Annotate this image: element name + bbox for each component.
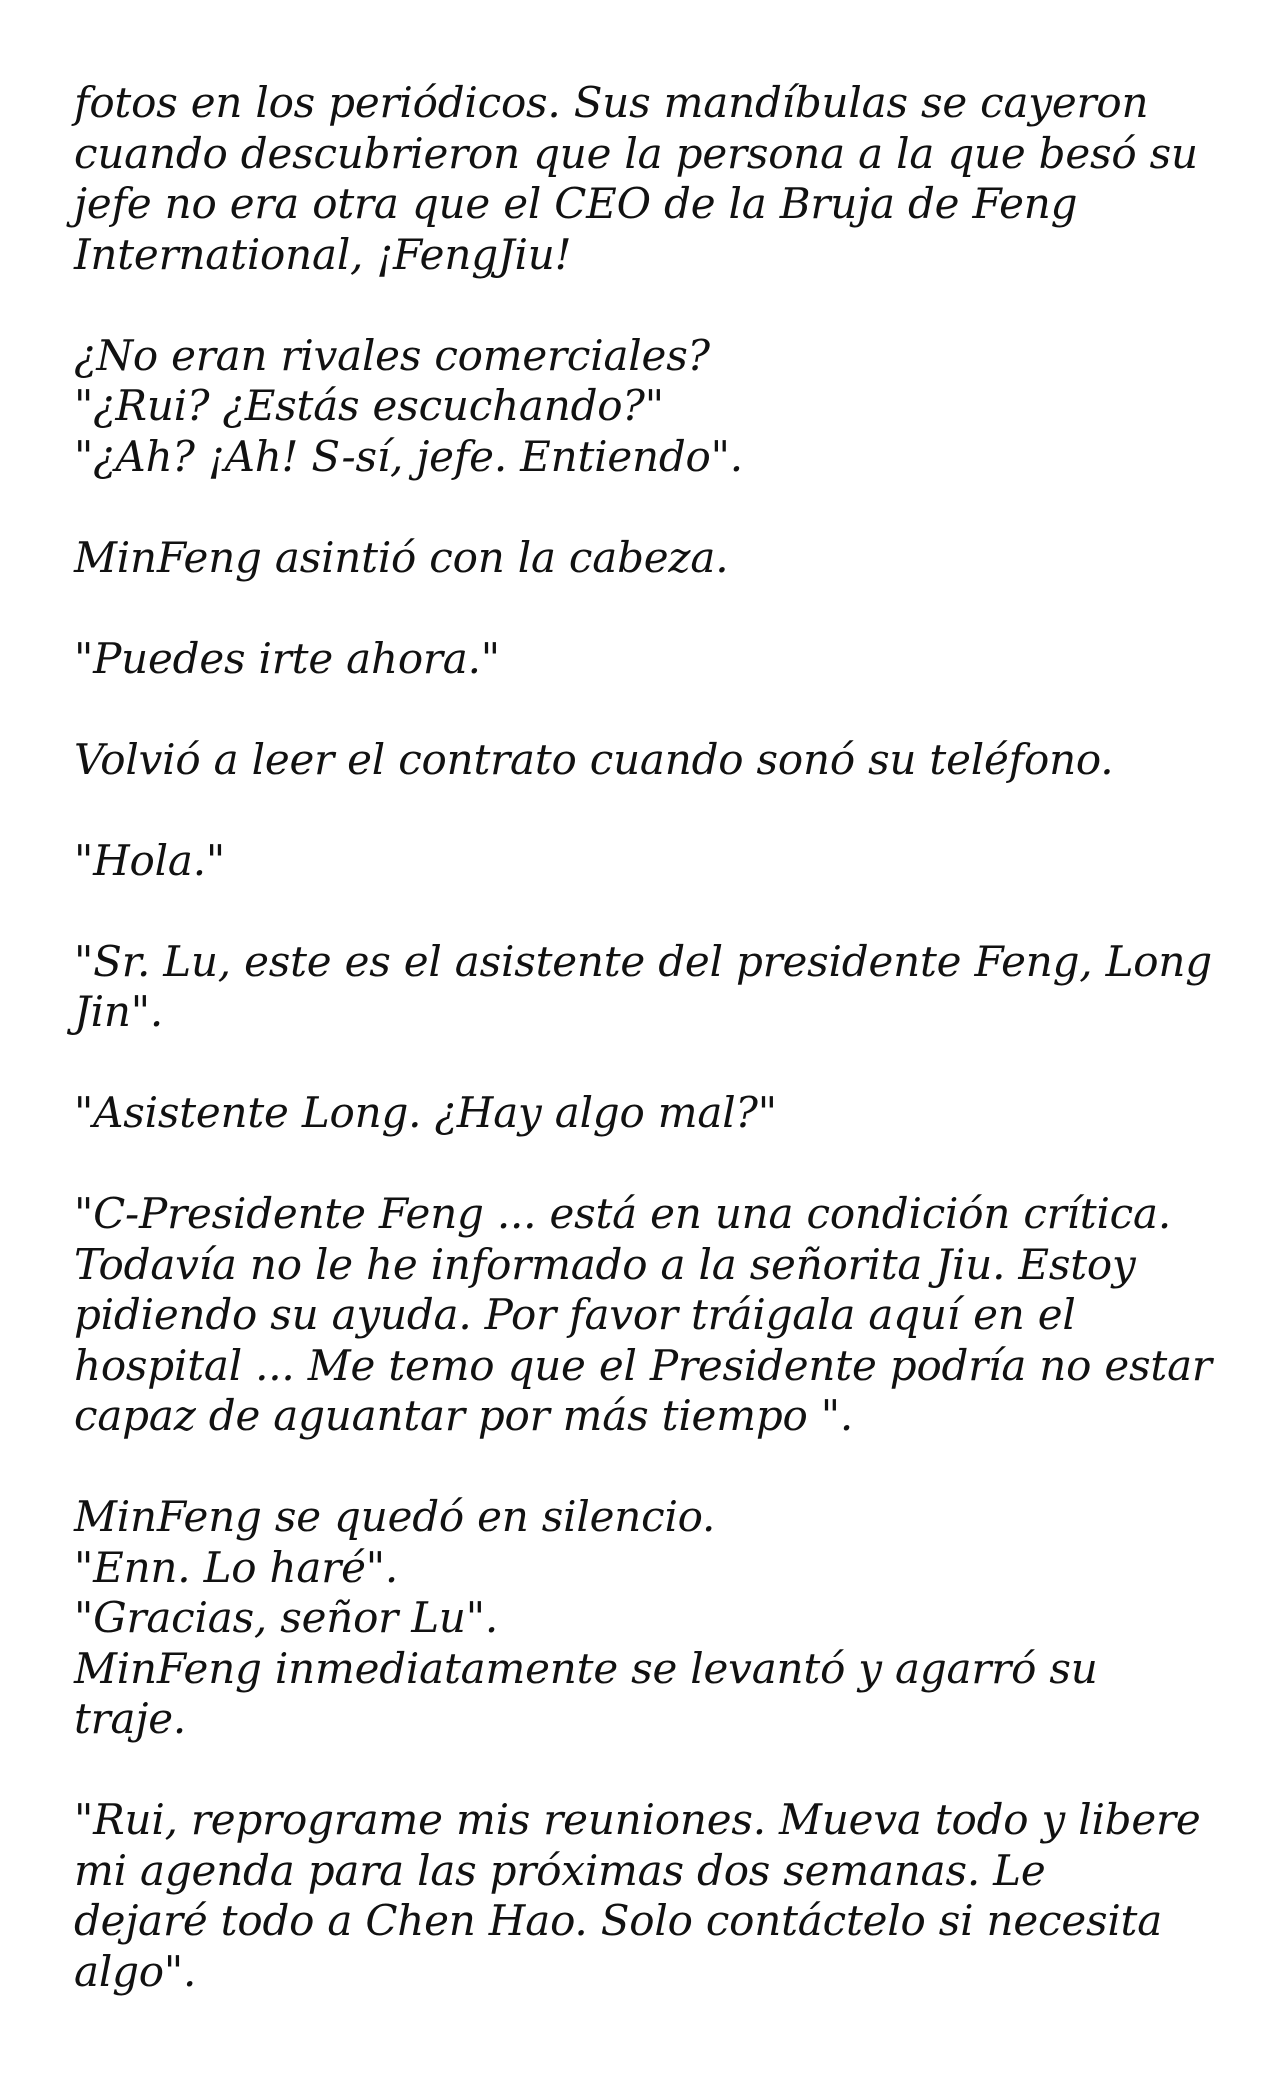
- dialogue-line: algo".: [74, 1946, 197, 1996]
- text-line: cuando descubrieron que la persona a la que besó su: [74, 128, 1198, 178]
- paragraph-business-rivals: [74, 331, 1215, 483]
- paragraph-minfeng-silent: [74, 1492, 1215, 1745]
- paragraph-minfeng-nods: [74, 533, 1215, 584]
- paragraph-newspaper-photos: [74, 78, 1215, 280]
- text-line: fotos en los periódicos. Sus mandíbulas se cayeron: [74, 78, 1149, 127]
- dialogue-line: "Gracias, señor Lu".: [74, 1593, 499, 1642]
- paragraph-hello: [74, 836, 1215, 887]
- dialogue-line: "¿Rui? ¿Estás escuchando?": [74, 381, 664, 430]
- dialogue-line: "Enn. Lo haré".: [74, 1542, 398, 1592]
- text-line: traje.: [74, 1694, 187, 1743]
- text-line: International, ¡FengJiu!: [74, 229, 572, 279]
- paragraph-critical-condition: [74, 1189, 1215, 1442]
- story-text: [74, 78, 1215, 1997]
- dialogue-line: "Rui, reprograme mis reuniones. Mueva todo y libere: [74, 1795, 1201, 1844]
- dialogue-line: Jin".: [74, 987, 163, 1036]
- paragraph-you-may-go: [74, 634, 1215, 685]
- dialogue-line: "Puedes irte ahora.": [74, 633, 500, 683]
- dialogue-line: capaz de aguantar por más tiempo ".: [74, 1391, 854, 1440]
- text-line: Volvió a leer el contrato cuando sonó su teléfono.: [74, 734, 1114, 784]
- text-line: MinFeng inmediatamente se levantó y agarró su: [74, 1643, 1098, 1693]
- dialogue-line: pidiendo su ayuda. Por favor tráigala aquí en el: [74, 1290, 1076, 1339]
- text-line: MinFeng se quedó en silencio.: [74, 1492, 716, 1541]
- paragraph-assistant-intro: [74, 937, 1215, 1038]
- dialogue-line: "¿Ah? ¡Ah! S-sí, jefe. Entiendo".: [74, 431, 743, 481]
- dialogue-line: "Asistente Long. ¿Hay algo mal?": [74, 1088, 777, 1137]
- paragraph-something-wrong: [74, 1088, 1215, 1139]
- dialogue-line: dejaré todo a Chen Hao. Solo contáctelo si necesita: [74, 1896, 1163, 1945]
- paragraph-reschedule: [74, 1795, 1215, 1997]
- dialogue-line: Todavía no le he informado a la señorita Jiu. Estoy: [74, 1239, 1136, 1289]
- dialogue-line: hospital ... Me temo que el Presidente podría no estar: [74, 1340, 1212, 1390]
- dialogue-line: "Sr. Lu, este es el asistente del presidente Feng, Long: [74, 936, 1212, 986]
- text-line: jefe no era otra que el CEO de la Bruja de Feng: [74, 179, 1078, 228]
- paragraph-phone-rang: [74, 735, 1215, 786]
- text-line: ¿No eran rivales comerciales?: [74, 330, 710, 380]
- dialogue-line: "Hola.": [74, 835, 225, 885]
- dialogue-line: "C-Presidente Feng ... está en una condición crítica.: [74, 1189, 1171, 1238]
- dialogue-line: mi agenda para las próximas dos semanas. Le: [74, 1845, 1046, 1895]
- text-line: MinFeng asintió con la cabeza.: [74, 532, 729, 582]
